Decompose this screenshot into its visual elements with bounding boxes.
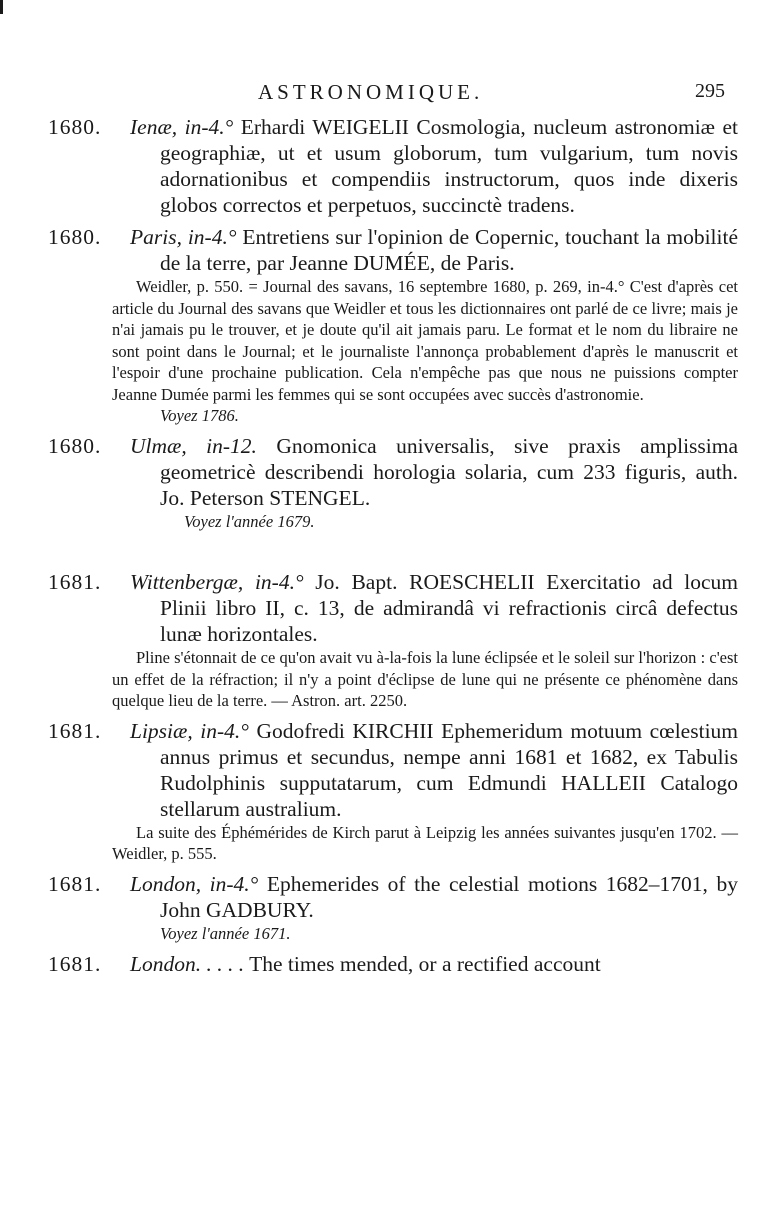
entry-1681-wittenberg xyxy=(48,569,738,712)
page-number: 295 xyxy=(695,80,725,102)
entry-place: Wittenbergæ, in-4.° xyxy=(130,570,304,594)
entry-1680-ulm xyxy=(48,433,738,533)
entry-place: London. . . . . xyxy=(130,951,245,976)
entry-place: Lipsiæ, in-4.° xyxy=(130,718,249,743)
see-also: Voyez l'année 1671. xyxy=(160,923,291,943)
entry-1680-paris xyxy=(48,224,738,427)
section-gap xyxy=(48,539,738,569)
entry-1680-jena xyxy=(48,114,738,218)
entry-year: 1680. xyxy=(48,225,102,249)
entry-heading xyxy=(48,718,738,822)
entry-note: Pline s'étonnait de ce qu'on avait vu à-la-fois la lune éclipsée et le soleil sur l'horizon : c'est un effet de la réfraction; il n'y a point d'éclipse de lune qui ne présente ce phénomène dans quelque lieu de la terre. — Astron. art. 2250. xyxy=(112,648,738,710)
entry-title: Erhardi WEIGELII Cosmologia, nucleum astronomiæ et geographiæ, ut et usum globorum, tum vulgarium, tum novis adornationibus et compendiis instructorum, quos inde dixeris globos correctos et perpetuos, succinctè tradens. xyxy=(160,115,739,217)
page-header xyxy=(0,80,766,110)
entry-year: 1680. xyxy=(48,115,102,139)
bibliography-list xyxy=(48,114,738,983)
entry-title: Entretiens sur l'opinion de Copernic, touchant la mobilité de la terre, par Jeanne DUMÉE, de Paris. xyxy=(160,225,739,275)
see-also: Voyez l'année 1679. xyxy=(184,512,315,531)
entry-heading xyxy=(48,569,738,647)
entry-place: Ulmæ, in-12. xyxy=(130,434,257,458)
entry-year: 1681. xyxy=(48,570,102,594)
entry-1681-london-gadbury xyxy=(48,871,738,945)
entry-heading xyxy=(48,951,738,977)
entry-heading xyxy=(48,871,738,923)
entry-year: 1681. xyxy=(48,718,102,743)
entry-title: Godofredi KIRCHII Ephemeridum motuum cœlestium annus primus et secundus, nempe anni 1681 et 1682, ex Tabulis Rudolphinis supputatarum, cum Edmundi HALLEII Catalogo stellarum australium. xyxy=(160,718,739,821)
entry-place: Paris, in-4.° xyxy=(130,225,237,249)
entry-note: Weidler, p. 550. = Journal des savans, 16 septembre 1680, p. 269, in-4.° C'est d'après cet article du Journal des savans que Weidler et tous les dictionnaires ont parlé de ce livre; mais je n'ai jamais pu le trouver, et je doute qu'il ait jamais paru. Le format et le nom du libraire ne sont point dans le Journal; et le journaliste l'annonça probablement d'après le manuscrit et l'espoir d'une prochaine publication. Cela n'empêche pas que nous ne puissions compter Jeanne Dumée parmi les femmes qui se sont occupées avec succès d'astronomie. xyxy=(112,277,738,404)
entry-year: 1681. xyxy=(48,951,102,976)
entry-title: The times mended, or a rectified account xyxy=(249,951,601,976)
entry-title: Gnomonica universalis, sive praxis amplissima geometricè describendi horologia solaria, cum 233 figuris, auth. Jo. Peterson STENGEL. xyxy=(160,434,739,510)
entry-title: Ephemerides of the celestial motions 1682–1701, by John GADBURY. xyxy=(160,871,738,922)
entry-note: La suite des Éphémérides de Kirch parut à Leipzig les années suivantes jusqu'en 1702. — Weidler, p. 555. xyxy=(112,822,738,863)
entry-year: 1680. xyxy=(48,434,102,458)
entry-1681-leipzig xyxy=(48,718,738,865)
running-title: ASTRONOMIQUE. xyxy=(258,80,484,104)
entry-heading xyxy=(48,224,738,276)
entry-heading xyxy=(48,114,738,218)
entry-place: Ienæ, in-4.° xyxy=(130,115,234,139)
entry-place: London, in-4.° xyxy=(130,871,259,896)
entry-1681-london-times xyxy=(48,951,738,977)
scan-edge-mark xyxy=(0,0,3,14)
entry-heading xyxy=(48,433,738,511)
entry-title: Jo. Bapt. ROESCHELII Exercitatio ad locum Plinii libro II, c. 13, de admirandâ vi refractionis circâ defectus lunæ horizontales. xyxy=(160,570,739,646)
see-also: Voyez 1786. xyxy=(160,406,239,425)
entry-year: 1681. xyxy=(48,871,102,896)
